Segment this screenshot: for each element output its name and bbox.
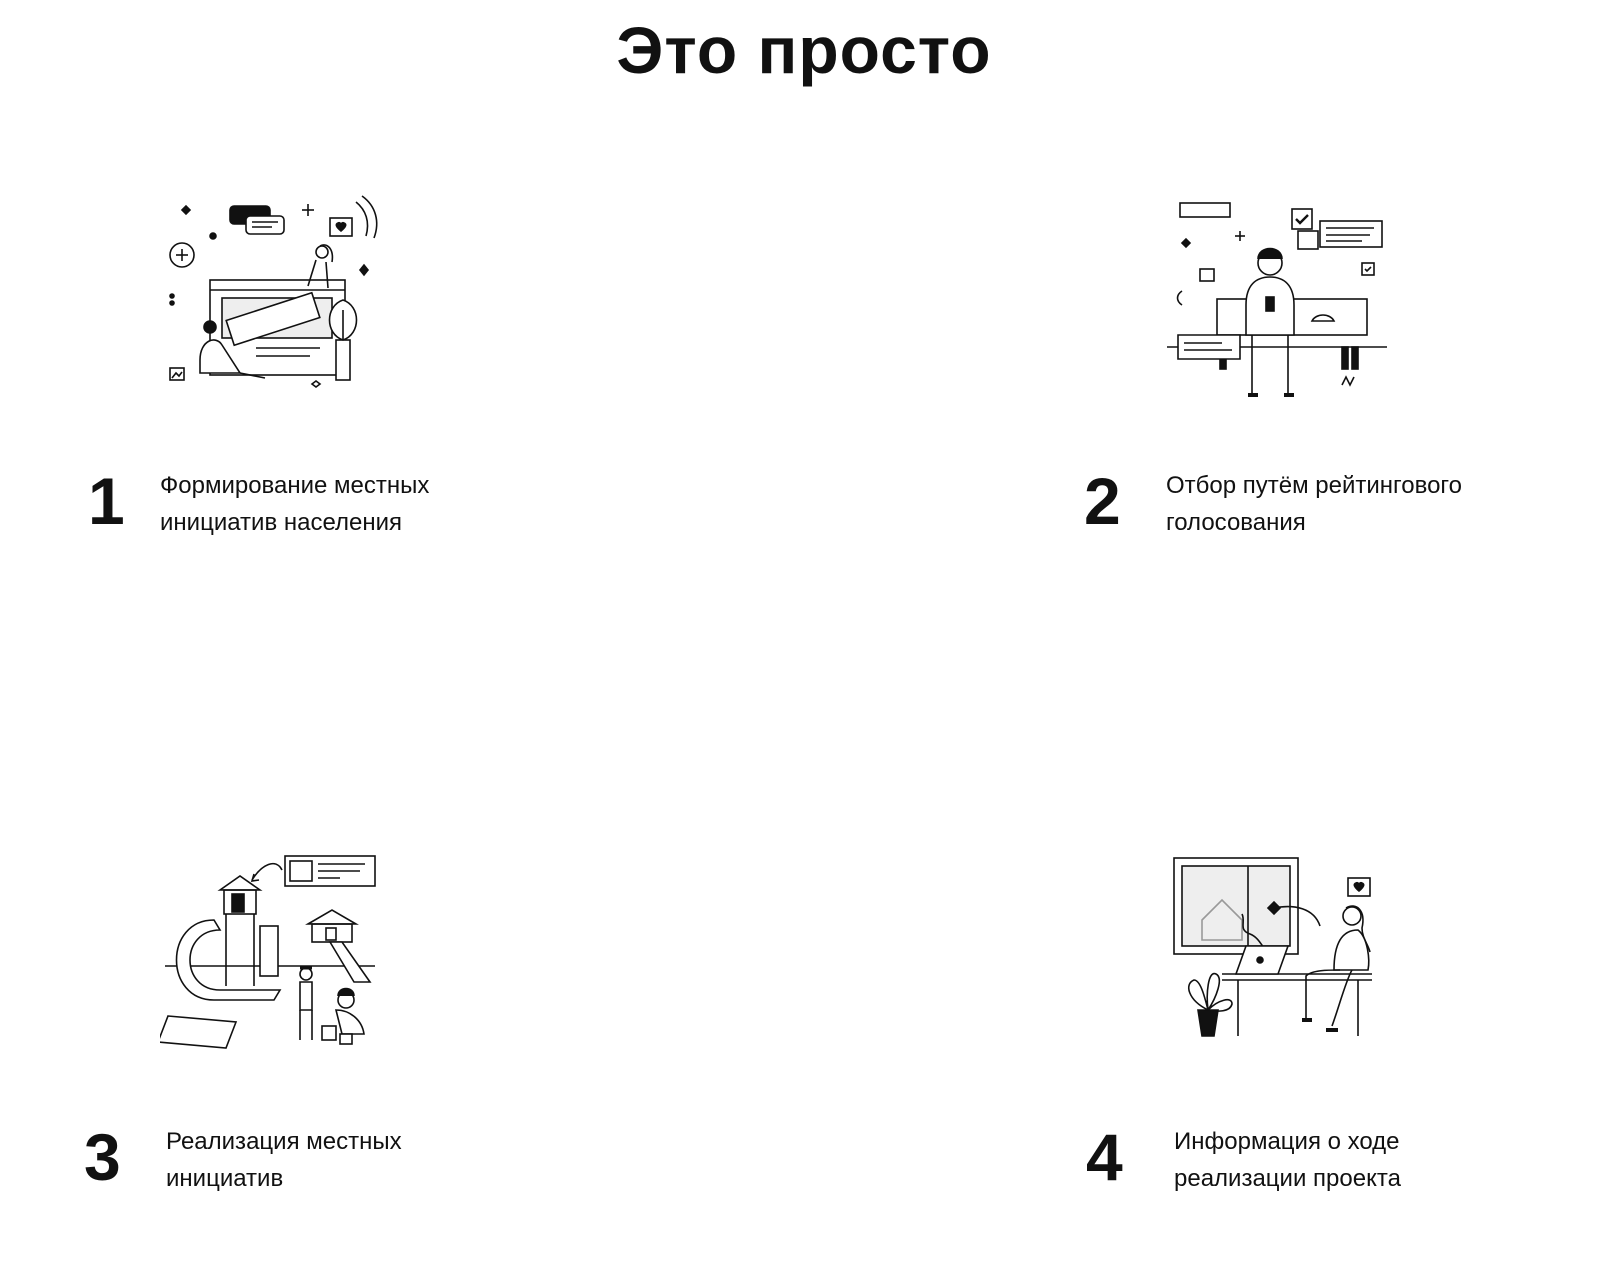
page-title: Это просто bbox=[616, 13, 992, 87]
step-number-4: 4 bbox=[1086, 1120, 1123, 1194]
step-description-line: Реализация местных bbox=[166, 1128, 402, 1155]
woman-with-laptop-illustration bbox=[1162, 850, 1392, 1060]
step-description-3 bbox=[166, 1123, 546, 1197]
step-description-line: реализации проекта bbox=[1174, 1165, 1401, 1192]
step-description-1 bbox=[160, 467, 540, 541]
step-description-line: инициатив bbox=[166, 1165, 284, 1192]
step-number-2: 2 bbox=[1084, 464, 1121, 538]
step-description-line: Информация о ходе bbox=[1174, 1128, 1400, 1155]
step-number-3: 3 bbox=[84, 1120, 121, 1194]
step-description-2 bbox=[1166, 467, 1546, 541]
step-number-1: 1 bbox=[88, 464, 125, 538]
step-description-line: голосования bbox=[1166, 509, 1306, 536]
step-description-4 bbox=[1174, 1123, 1554, 1197]
playground-illustration bbox=[160, 850, 390, 1060]
step-description-line: Формирование местных bbox=[160, 472, 430, 499]
people-building-website-illustration bbox=[160, 190, 390, 400]
step-description-line: Отбор путём рейтингового bbox=[1166, 472, 1463, 499]
step-description-line: инициатив населения bbox=[160, 509, 403, 536]
man-voting-on-phone-illustration bbox=[1162, 195, 1392, 405]
